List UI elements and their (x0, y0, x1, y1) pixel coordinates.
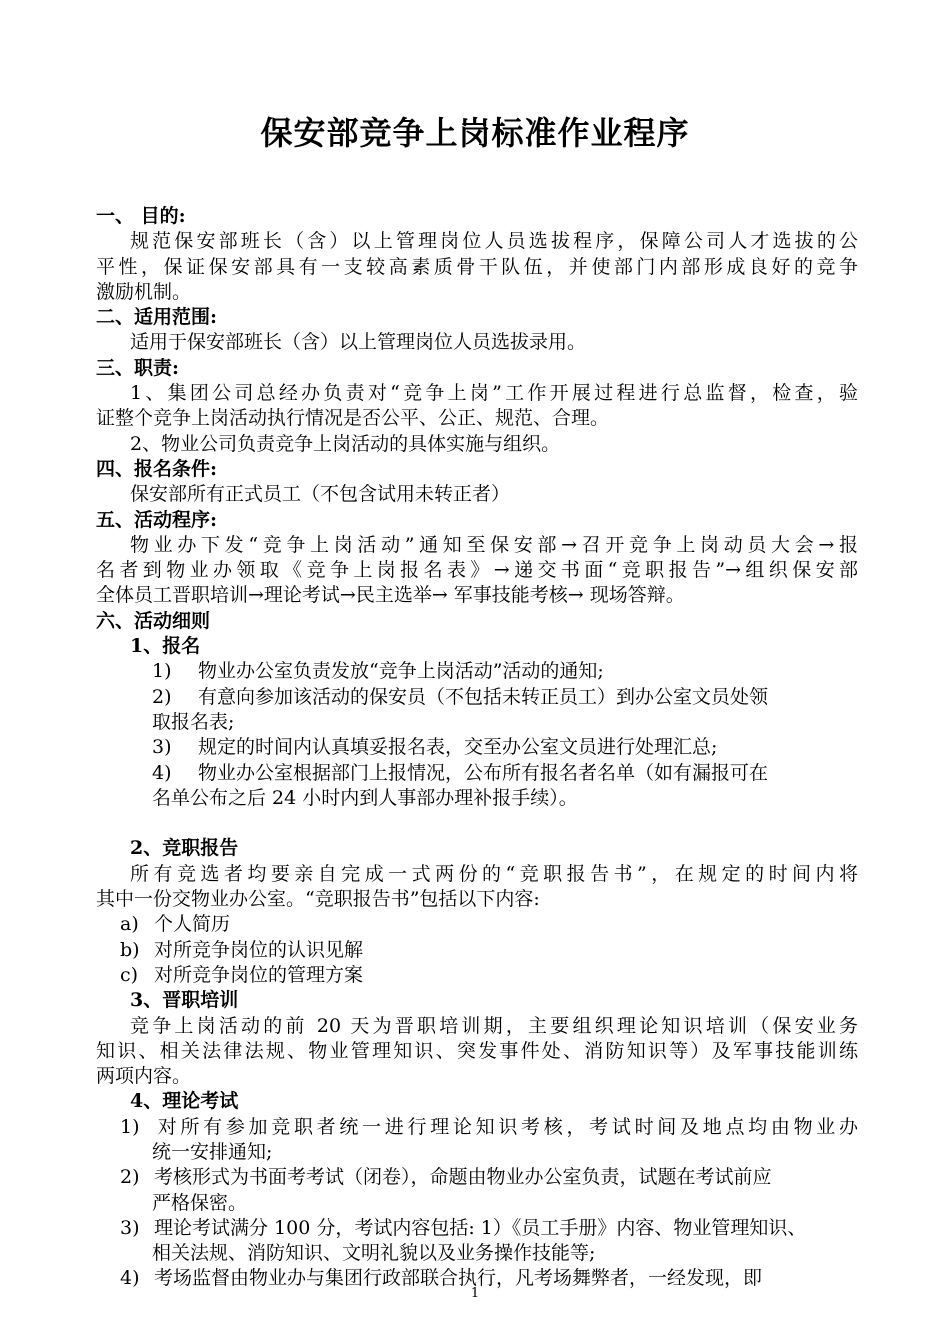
page-number: 1 (470, 1286, 480, 1301)
paragraph-line: 其中一份交物业办公室。“竞职报告书”包括以下内容: (96, 888, 540, 911)
list-item (96, 761, 858, 786)
list-item-text: 对所竞争岗位的认识见解 (154, 938, 364, 961)
list-item-text: 有意向参加该活动的保安员（不包括未转正员工）到办公室文员处领 (198, 685, 769, 708)
paragraph-line: 2、物业公司负责竞争上岗活动的具体实施与组织。 (130, 432, 561, 455)
subsection-heading-registration: 1、报名 (130, 635, 201, 658)
list-item-text: 考场监督由物业办与集团行政部联合执行，凡考场舞弊者，一经发现，即 (154, 1267, 763, 1290)
list-item-text: 考核形式为书面考考试（闭卷），命题由物业办公室负责，试题在考试前应 (154, 1166, 772, 1189)
list-item (96, 685, 858, 710)
blank-line (96, 811, 858, 836)
list-item-letter: b) (120, 938, 140, 961)
list-item-number: 3) (120, 1216, 140, 1239)
list-item-number: 2) (152, 685, 172, 708)
section-heading-procedure: 五、活动程序: (96, 508, 218, 531)
section-heading-details: 六、活动细则 (96, 609, 211, 632)
subsection-heading-exam: 4、理论考试 (130, 1090, 239, 1113)
paragraph-line: 平性，保证保安部具有一支较高素质骨干队伍，并使部门内部形成良好的竞争 (96, 255, 858, 278)
list-item-text: 物业办公室根据部门上报情况，公布所有报名者名单（如有漏报可在 (198, 761, 769, 784)
list-item-text: 理论考试满分 100 分，考试内容包括: 1）《员工手册》内容、物业管理知识、 (154, 1216, 807, 1239)
list-item-number: 1) (152, 660, 172, 683)
list-item-continuation: 相关法规、消防知识、文明礼貌以及业务操作技能等; (152, 1242, 596, 1265)
paragraph-line: 物业办下发“竞争上岗活动”通知至保安部→召开竞争上岗动员大会→报 (130, 533, 858, 556)
list-item (96, 938, 858, 963)
list-item (96, 1165, 858, 1190)
paragraph-line: 规范保安部班长（含）以上管理岗位人员选拔程序，保障公司人才选拔的公 (130, 230, 858, 253)
paragraph-line: 激励机制。 (96, 280, 192, 303)
list-item-number: 3) (152, 736, 172, 759)
list-item-text: 对所竞争岗位的管理方案 (154, 963, 364, 986)
paragraph-line: 适用于保安部班长（含）以上管理岗位人员选拔录用。 (130, 331, 587, 354)
section-heading-scope: 二、适用范围: (96, 306, 218, 329)
list-item-letter: c) (120, 963, 139, 986)
document-title: 保安部竞争上岗标准作业程序 (260, 114, 690, 152)
list-item-text: 物业办公室负责发放“竞争上岗活动”活动的通知; (198, 660, 604, 683)
list-item-continuation: 统一安排通知; (152, 1140, 273, 1163)
list-item-text: 个人简历 (154, 913, 231, 936)
section-heading-purpose: 一、 目的: (96, 205, 186, 227)
document-body (96, 204, 858, 1292)
paragraph-line: 1、集团公司总经办负责对“竞争上岗”工作开展过程进行总监督，检查，验 (130, 382, 858, 405)
list-item-continuation: 严格保密。 (152, 1191, 248, 1214)
paragraph-line: 所有竞选者均要亲自完成一式两份的“竞职报告书”，在规定的时间内将 (130, 862, 858, 885)
paragraph-line: 全体员工晋职培训→理论考试→民主选举→ 军事技能考核→ 现场答辩。 (96, 584, 685, 607)
paragraph-line: 保安部所有正式员工（不包含试用未转正者） (130, 483, 511, 506)
list-item-text: 对所有参加竞职者统一进行理论知识考核，考试时间及地点均由物业办 (154, 1115, 858, 1138)
list-item-number: 4) (120, 1267, 140, 1290)
list-item-letter: a) (120, 913, 139, 936)
paragraph-line: 两项内容。 (96, 1065, 192, 1088)
list-item (96, 963, 858, 988)
list-item (96, 735, 858, 760)
list-item (96, 1216, 858, 1241)
list-item-continuation: 取报名表; (152, 710, 235, 733)
paragraph-line: 证整个竞争上岗活动执行情况是否公平、公正、规范、合理。 (96, 407, 610, 430)
list-item (96, 912, 858, 937)
subsection-heading-training: 3、晋职培训 (130, 989, 239, 1012)
list-item-text: 规定的时间内认真填妥报名表，交至办公室文员进行处理汇总; (198, 736, 718, 759)
list-item-continuation: 名单公布之后 24 小时内到人事部办理补报手续）。 (152, 786, 578, 809)
list-item (96, 659, 858, 684)
paragraph-line: 知识、相关法律法规、物业管理知识、突发事件处、消防知识等）及军事技能训练 (96, 1039, 858, 1062)
list-item-number: 1) (120, 1115, 140, 1138)
subsection-heading-report: 2、竞职报告 (130, 837, 239, 860)
paragraph-line: 竞争上岗活动的前 20 天为晋职培训期，主要组织理论知识培训（保安业务 (130, 1014, 858, 1037)
list-item-number: 2) (120, 1166, 140, 1189)
section-heading-eligibility: 四、报名条件: (96, 457, 218, 480)
paragraph-line: 名者到物业办领取《竞争上岗报名表》→递交书面“竞职报告”→组织保安部 (96, 559, 858, 582)
section-heading-duties: 三、职责: (96, 356, 180, 379)
list-item (96, 1115, 858, 1140)
list-item-number: 4) (152, 761, 172, 784)
